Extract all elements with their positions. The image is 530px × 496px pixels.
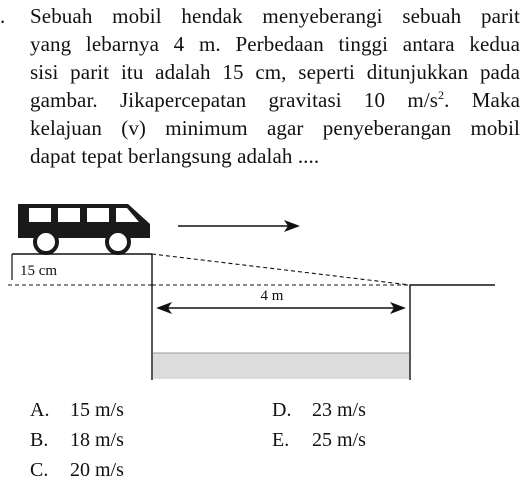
question-line-4-tail: . Maka (444, 88, 520, 112)
option-value: 23 m/s (312, 399, 366, 421)
question-line-4 (30, 86, 520, 114)
question-number: . (0, 4, 6, 28)
question-line-1: Sebuah mobil hendak menyeberangi sebuah parit (30, 4, 520, 28)
option-letter: A. (30, 399, 50, 421)
question-line-4-main: gambar. Jikapercepatan gravitasi 10 m/s (30, 88, 439, 112)
question-line-2: yang lebarnya 4 m. Perbedaan tinggi antara kedua (30, 32, 520, 56)
option-value: 15 m/s (70, 399, 124, 421)
option-letter: C. (30, 459, 49, 481)
option-value: 25 m/s (312, 429, 366, 451)
option-c[interactable] (30, 455, 124, 485)
car-icon (18, 204, 150, 253)
width-label: 4 m (260, 288, 284, 304)
option-b[interactable] (30, 425, 124, 455)
option-letter: D. (272, 399, 292, 421)
figure-svg (0, 190, 530, 390)
question-text (30, 2, 520, 170)
ditch-figure (0, 190, 530, 390)
option-letter: E. (272, 429, 290, 451)
option-d[interactable] (272, 395, 366, 425)
option-letter: B. (30, 429, 49, 451)
height-label: 15 cm (20, 263, 58, 279)
question-line-5: kelajuan (v) minimum agar penyeberangan mobil (30, 116, 520, 140)
exponent: 2 (438, 88, 445, 102)
question-line-6: dapat tepat berlangsung adalah .... (30, 144, 320, 168)
option-e[interactable] (272, 425, 366, 455)
option-value: 18 m/s (70, 429, 124, 451)
water-area (153, 353, 409, 379)
motion-arrow-icon (178, 220, 300, 232)
question-line-3: sisi parit itu adalah 15 cm, seperti ditunjukkan pada (30, 60, 520, 84)
trajectory-line (152, 254, 410, 285)
option-value: 20 m/s (70, 459, 124, 481)
option-a[interactable] (30, 395, 124, 425)
